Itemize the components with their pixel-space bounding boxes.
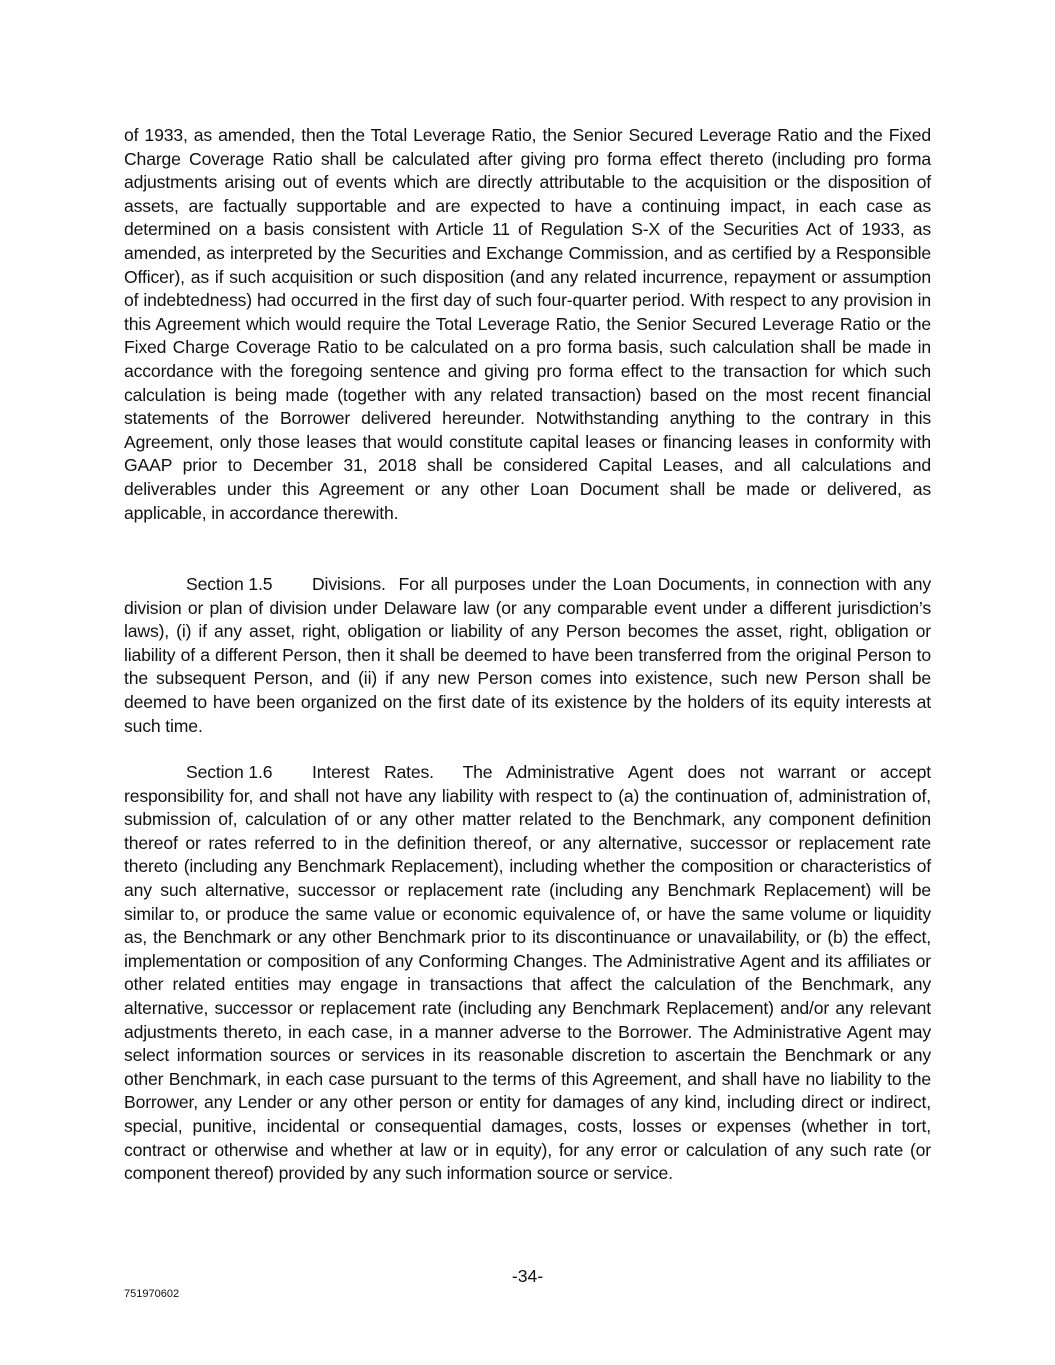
- paragraph-continued-text: of 1933, as amended, then the Total Leverage Ratio, the Senior Secured Leverage Ratio and the Fixed Charge Coverage Ratio shall be calculated after giving pro forma effect thereto (including pro forma adjustments arising out of events which are directly attributable to the acquisition or the disposition of assets, are factually supportable and are expected to have a continuing impact, in each case as determined on a basis consistent with Article 11 of Regulation S-X of the Securities Act of 1933, as amended, as interpreted by the Securities and Exchange Commission, and as certified by a Responsible Officer), as if such acquisition or such disposition (and any related incurrence, repayment or assumption of indebtedness) had occurred in the first day of such four-quarter period. With respect to any provision in this Agreement which would require the Total Leverage Ratio, the Senior Secured Leverage Ratio or the Fixed Charge Coverage Ratio to be calculated on a pro forma basis, such calculation shall be made in accordance with the foregoing sentence and giving pro forma effect to the transaction for which such calculation is being made (together with any related transaction) based on the most recent financial statements of the Borrower delivered hereunder. Notwithstanding anything to the contrary in this Agreement, only those leases that would constitute capital leases or financing leases in conformity with GAAP prior to December 31, 2018 shall be considered Capital Leases, and all calculations and deliverables under this Agreement or any other Loan Document shall be made or delivered, as applicable, in accordance therewith.: [124, 125, 931, 523]
- document-id: 751970602: [124, 1288, 180, 1300]
- section-1-5-title: Divisions.: [312, 574, 386, 594]
- section-1-6-paragraph: [124, 761, 931, 1186]
- section-1-6-title: Interest Rates.: [312, 762, 434, 782]
- section-1-5-body: For all purposes under the Loan Documents, in connection with any division or plan of division under Delaware law (or any comparable event under a different jurisdiction’s laws), (i) if any asset, right, obligation or liability of any Person becomes the asset, right, obligation or liability of a different Person, then it shall be deemed to have been transferred from the original Person to the subsequent Person, and (ii) if any new Person comes into existence, such new Person shall be deemed to have been organized on the first date of its existence by the holders of its equity interests at such time.: [124, 574, 931, 736]
- page-number: -34-: [511, 1266, 544, 1286]
- section-1-5-number: Section 1.5: [186, 574, 273, 594]
- section-1-5-paragraph: [124, 573, 931, 738]
- section-1-5-heading: [124, 574, 386, 594]
- section-1-6-body: The Administrative Agent does not warrant or accept responsibility for, and shall not have any liability with respect to (a) the continuation of, administration of, submission of, calculation of or any other matter related to the Benchmark, any component definition thereof or rates referred to in the definition thereof, or any alternative, successor or replacement rate thereto (including any Benchmark Replacement), including whether the composition or characteristics of any such alternative, successor or replacement rate (including any Benchmark Replacement) will be similar to, or produce the same value or economic equivalence of, or have the same volume or liquidity as, the Benchmark or any other Benchmark prior to its discontinuance or unavailability, or (b) the effect, implementation or composition of any Conforming Changes. The Administrative Agent and its affiliates or other related entities may engage in transactions that affect the calculation of the Benchmark, any alternative, successor or replacement rate (including any Benchmark Replacement) and/or any relevant adjustments thereto, in each case, in a manner adverse to the Borrower. The Administrative Agent may select information sources or services in its reasonable discretion to ascertain the Benchmark or any other Benchmark, in each case pursuant to the terms of this Agreement, and shall have no liability to the Borrower, any Lender or any other person or entity for damages of any kind, including direct or indirect, special, punitive, incidental or consequential damages, costs, losses or expenses (whether in tort, contract or otherwise and whether at law or in equity), for any error or calculation of any such rate (or component thereof) provided by any such information source or service.: [124, 762, 931, 1184]
- section-1-6-number: Section 1.6: [186, 762, 273, 782]
- section-1-6-heading: [124, 762, 434, 782]
